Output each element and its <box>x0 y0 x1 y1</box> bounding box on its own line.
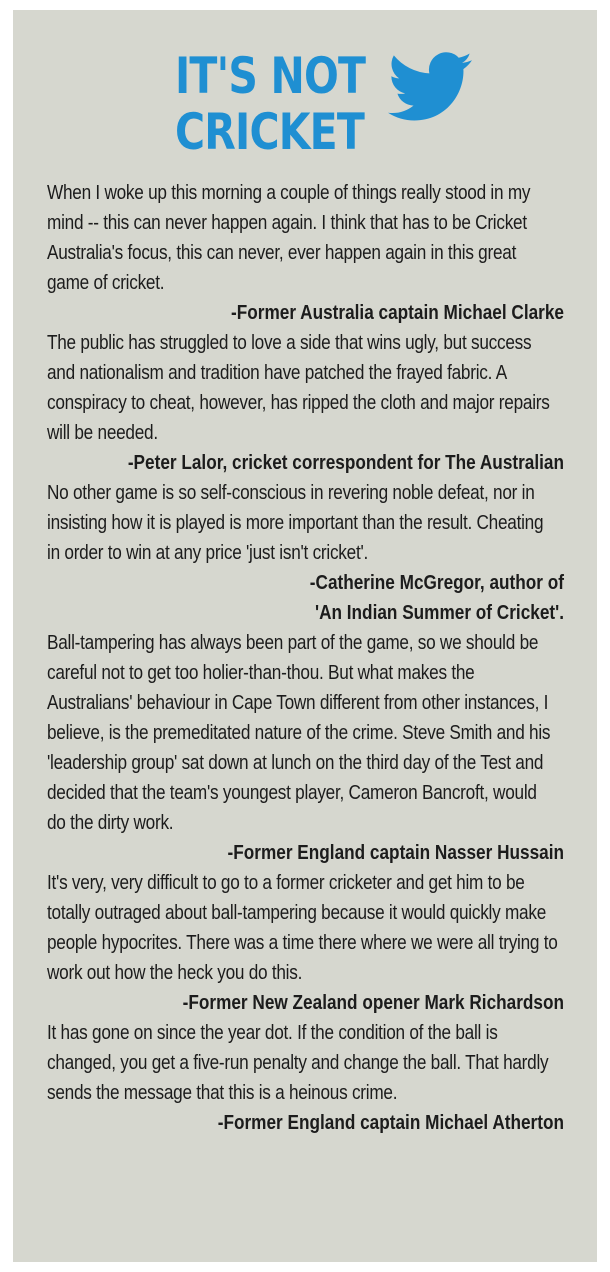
page-title <box>175 48 365 160</box>
quote-attribution: -Former Australia captain Michael Clarke <box>231 302 565 324</box>
header <box>47 10 563 178</box>
quote-attribution: -Former New Zealand opener Mark Richardson <box>182 992 564 1014</box>
quote-attribution: -Former England captain Nasser Hussain <box>227 842 564 864</box>
quotes-list <box>47 178 563 1138</box>
quote-attribution: -Peter Lalor, cricket correspondent for The Australian <box>127 452 564 474</box>
article-panel <box>13 10 597 1262</box>
quote-attribution: -Former England captain Michael Atherton <box>217 1112 564 1134</box>
twitter-bird-icon <box>387 52 473 122</box>
title-line-1: IT'S NOT <box>175 47 366 105</box>
quote-text: No other game is so self-conscious in revering noble defeat, nor in insisting how it is played is more important than the result. Cheating in order to win at any price 'just isn't cricket'. <box>47 482 544 564</box>
quote-text: The public has struggled to love a side that wins ugly, but success and nationalism and tradition have patched the frayed fabric. A conspiracy to cheat, however, has ripped the cloth and major repairs will be needed. <box>47 332 550 444</box>
quote-attribution-line-2: 'An Indian Summer of Cricket'. <box>314 602 564 624</box>
quote-attribution: -Catherine McGregor, author of <box>309 572 564 594</box>
quote-text: It's very, very difficult to go to a former cricketer and get him to be totally outraged about ball-tampering because it would quickly make people hypocrites. There was a time there where we were all trying to work out how the heck you do this. <box>47 872 558 984</box>
quote-text: When I woke up this morning a couple of things really stood in my mind -- this can never happen again. I think that has to be Cricket Australia's focus, this can never, ever happen again in this great game of cricket. <box>47 182 531 294</box>
quote-text: It has gone on since the year dot. If the condition of the ball is changed, you get a five-run penalty and change the ball. That hardly sends the message that this is a heinous crime. <box>47 1022 549 1104</box>
quote-text: Ball-tampering has always been part of the game, so we should be careful not to get too holier-than-thou. But what makes the Australians' behaviour in Cape Town different from other instances, I believe, is the premeditated nature of the crime. Steve Smith and his 'leadership group' sat down at lunch on the third day of the Test and decided that the team's youngest player, Cameron Bancroft, would do the dirty work. <box>47 632 551 834</box>
title-line-2: CRICKET <box>175 103 365 161</box>
